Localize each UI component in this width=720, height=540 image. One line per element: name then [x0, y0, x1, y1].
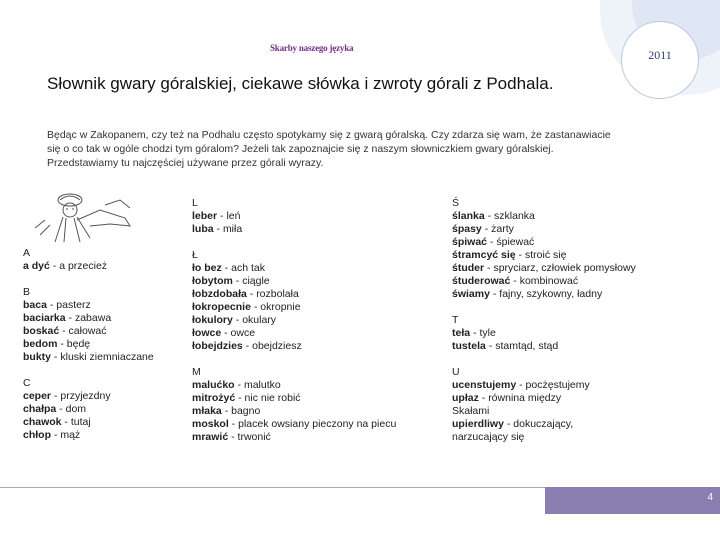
dictionary-entry: [23, 338, 154, 351]
entry-definition: dom: [65, 403, 87, 415]
entry-separator: -: [250, 301, 261, 313]
entry-definition: ach tak: [231, 262, 265, 274]
entry-word: młaka: [192, 405, 222, 417]
entry-definition: spryciarz, człowiek pomysłowy: [493, 262, 636, 274]
dictionary-entry: [452, 379, 636, 392]
entry-separator: -: [481, 223, 492, 235]
dictionary-entry: [452, 210, 636, 223]
entry-word: baciarka: [23, 312, 66, 324]
entry-separator: -: [221, 405, 232, 417]
entry-word: upłaz: [452, 392, 479, 404]
entry-definition: Skałami: [452, 405, 490, 417]
dictionary-column-3: [452, 197, 636, 444]
dictionary-entry: [452, 223, 636, 236]
entry-separator: -: [46, 299, 57, 311]
entry-definition: dokuczający,: [513, 418, 574, 430]
section-gap: [452, 301, 636, 314]
entry-definition: tyle: [479, 327, 496, 339]
entry-separator: -: [470, 327, 480, 339]
entry-separator: -: [242, 340, 253, 352]
entry-separator: -: [510, 275, 520, 287]
dictionary-entry: [23, 403, 154, 416]
header-title: Skarby naszego języka: [270, 43, 354, 53]
entry-separator: -: [59, 325, 69, 337]
entry-definition: miła: [222, 223, 243, 235]
entry-word: śtramcyć się: [452, 249, 516, 261]
entry-word: ceper: [23, 390, 52, 402]
entry-separator: -: [246, 288, 257, 300]
entry-definition: śpiewać: [496, 236, 535, 248]
page-title: Słownik gwary góralskiej, ciekawe słówka i zwroty górali z Podhala.: [47, 74, 554, 93]
section-letter: M: [192, 366, 201, 378]
dictionary-column-2: [192, 197, 396, 444]
entry-word: łokulory: [192, 314, 233, 326]
dictionary-entry: [452, 236, 636, 249]
section-letter: L: [192, 197, 198, 209]
entry-separator: -: [484, 210, 495, 222]
entry-word: luba: [192, 223, 214, 235]
section-gap: [452, 353, 636, 366]
entry-word: bukty: [23, 351, 52, 363]
entry-word: chłop: [23, 429, 51, 441]
entry-word: leber: [192, 210, 218, 222]
entry-separator: -: [232, 314, 243, 326]
entry-separator: -: [51, 390, 61, 402]
entry-definition: a przecież: [59, 260, 108, 272]
entry-word: teła: [452, 327, 471, 339]
entry-definition: nic nie robić: [244, 392, 301, 404]
dictionary-entry: [452, 340, 636, 353]
section-gap: [192, 353, 396, 366]
entry-word: łobejdzies: [192, 340, 243, 352]
entry-separator: -: [485, 340, 496, 352]
dictionary-entry: [23, 390, 154, 403]
entry-definition: kombinować: [519, 275, 579, 287]
entry-definition: żarty: [491, 223, 514, 235]
entry-definition: fajny, szykowny, ładny: [499, 288, 603, 300]
entry-separator: -: [487, 236, 497, 248]
entry-separator: -: [51, 429, 61, 441]
section-gap: [192, 236, 396, 249]
entry-definition: szklanka: [494, 210, 535, 222]
entry-separator: -: [65, 312, 75, 324]
entry-separator: -: [228, 418, 239, 430]
entry-definition: rozbolała: [256, 288, 299, 300]
entry-definition: kluski ziemniaczane: [60, 351, 154, 363]
entry-definition: stroić się: [524, 249, 567, 261]
entry-word: śpasy: [452, 223, 482, 235]
section-letter: Ś: [452, 197, 460, 209]
entry-definition: malutko: [243, 379, 281, 391]
entry-separator: -: [217, 210, 227, 222]
dictionary-entry: [23, 325, 154, 338]
dictionary-entry: [192, 418, 396, 431]
page-number-box: [545, 487, 720, 514]
dictionary-entry: [192, 262, 396, 275]
dictionary-entry: [192, 223, 396, 236]
entry-definition: okulary: [242, 314, 277, 326]
entry-separator: -: [49, 260, 60, 272]
entry-word: tustela: [452, 340, 486, 352]
entry-word: świamy: [452, 288, 490, 300]
entry-separator: -: [56, 403, 66, 415]
section-letter: C: [23, 377, 31, 389]
section-letter: B: [23, 286, 31, 298]
dictionary-entry: [23, 429, 154, 442]
entry-word: ślanka: [452, 210, 485, 222]
dictionary-entry: [23, 351, 154, 364]
section-letter: A: [23, 247, 31, 259]
section-gap: [23, 273, 154, 286]
dictionary-entry: [192, 210, 396, 223]
entry-word: ucenstujemy: [452, 379, 517, 391]
dictionary-entry: [452, 431, 636, 444]
dictionary-entry: [192, 288, 396, 301]
entry-separator: -: [503, 418, 514, 430]
dictionary-entry: [452, 327, 636, 340]
dictionary-entry: [452, 275, 636, 288]
entry-separator: -: [213, 223, 223, 235]
dictionary-entry: [452, 418, 636, 431]
entry-word: łobzdobała: [192, 288, 247, 300]
entry-word: chałpa: [23, 403, 57, 415]
entry-definition: całować: [68, 325, 107, 337]
entry-separator: -: [221, 327, 231, 339]
entry-definition: tutaj: [70, 416, 91, 428]
entry-word: bedom: [23, 338, 58, 350]
dictionary-column-1: [23, 247, 154, 442]
entry-definition: pasterz: [56, 299, 91, 311]
entry-definition: narzucający się: [452, 431, 525, 443]
entry-definition: bagno: [231, 405, 261, 417]
intro-paragraph: Będąc w Zakopanem, czy też na Podhalu często spotykamy się z gwarą góralską. Czy zdarza się wam, że zastanawiacie się o co tak w ogóle chodzi tym góralom? Jeżeli tak zapoznajcie się z naszym słowniczkiem gwary góralskiej. Przedstawiamy tu najczęściej używane przez górali wyrazy.: [47, 129, 611, 169]
entry-separator: -: [489, 288, 500, 300]
section-letter: Ł: [192, 249, 198, 261]
entry-separator: -: [484, 262, 494, 274]
dictionary-entry: [192, 431, 396, 444]
entry-word: a dyć: [23, 260, 50, 272]
entry-separator: -: [516, 379, 526, 391]
dictionary-entry: [452, 288, 636, 301]
entry-word: baca: [23, 299, 47, 311]
entry-separator: -: [235, 392, 245, 404]
dictionary-entry: [192, 314, 396, 327]
section-gap: [23, 364, 154, 377]
dictionary-entry: [192, 340, 396, 353]
entry-word: moskol: [192, 418, 229, 430]
entry-word: chawok: [23, 416, 62, 428]
entry-separator: -: [478, 392, 489, 404]
section-letter: T: [452, 314, 459, 326]
dictionary-entry: [452, 262, 636, 275]
entry-word: śpiwać: [452, 236, 488, 248]
entry-definition: placek owsiany pieczony na piecu: [238, 418, 397, 430]
entry-separator: -: [61, 416, 71, 428]
dictionary-entry: [452, 405, 636, 418]
entry-definition: pocżęstujemy: [525, 379, 590, 391]
entry-definition: stamtąd, stąd: [495, 340, 559, 352]
dictionary-entry: [23, 299, 154, 312]
entry-word: łokropecnie: [192, 301, 251, 313]
entry-separator: -: [515, 249, 525, 261]
entry-separator: -: [234, 379, 244, 391]
entry-word: ło bez: [192, 262, 222, 274]
dictionary-entry: [192, 379, 396, 392]
entry-separator: -: [221, 262, 232, 274]
dictionary-entry: [192, 301, 396, 314]
entry-separator: -: [57, 338, 67, 350]
entry-definition: równina między: [488, 392, 562, 404]
dictionary-entry: [192, 405, 396, 418]
entry-definition: trwonić: [237, 431, 271, 443]
entry-word: boskać: [23, 325, 60, 337]
entry-definition: ciągle: [242, 275, 270, 287]
entry-word: malućko: [192, 379, 235, 391]
entry-definition: mąż: [60, 429, 81, 441]
section-letter: U: [452, 366, 460, 378]
dictionary-entry: [452, 392, 636, 405]
dictionary-entry: [192, 327, 396, 340]
entry-definition: okropnie: [260, 301, 301, 313]
entry-word: łowce: [192, 327, 222, 339]
entry-word: mitrożyć: [192, 392, 236, 404]
entry-word: upierdliwy: [452, 418, 504, 430]
entry-separator: -: [232, 275, 243, 287]
page-number: 4: [707, 492, 713, 503]
dictionary-entry: [23, 416, 154, 429]
entry-definition: będę: [66, 338, 91, 350]
dictionary-entry: [192, 275, 396, 288]
entry-separator: -: [51, 351, 61, 363]
dictionary-entry: [192, 392, 396, 405]
entry-definition: zabawa: [74, 312, 112, 324]
entry-word: łobytom: [192, 275, 233, 287]
dictionary-entry: [23, 260, 154, 273]
entry-definition: przyjezdny: [60, 390, 111, 402]
dictionary-entry: [452, 249, 636, 262]
entry-separator: -: [228, 431, 238, 443]
entry-word: śtuder: [452, 262, 485, 274]
entry-word: śtuderować: [452, 275, 511, 287]
year-label: 2011: [648, 48, 672, 62]
entry-word: mrawić: [192, 431, 229, 443]
entry-definition: owce: [230, 327, 256, 339]
highlander-illustration: [30, 190, 140, 245]
entry-definition: leń: [226, 210, 241, 222]
dictionary-entry: [23, 312, 154, 325]
entry-definition: obejdziesz: [252, 340, 302, 352]
